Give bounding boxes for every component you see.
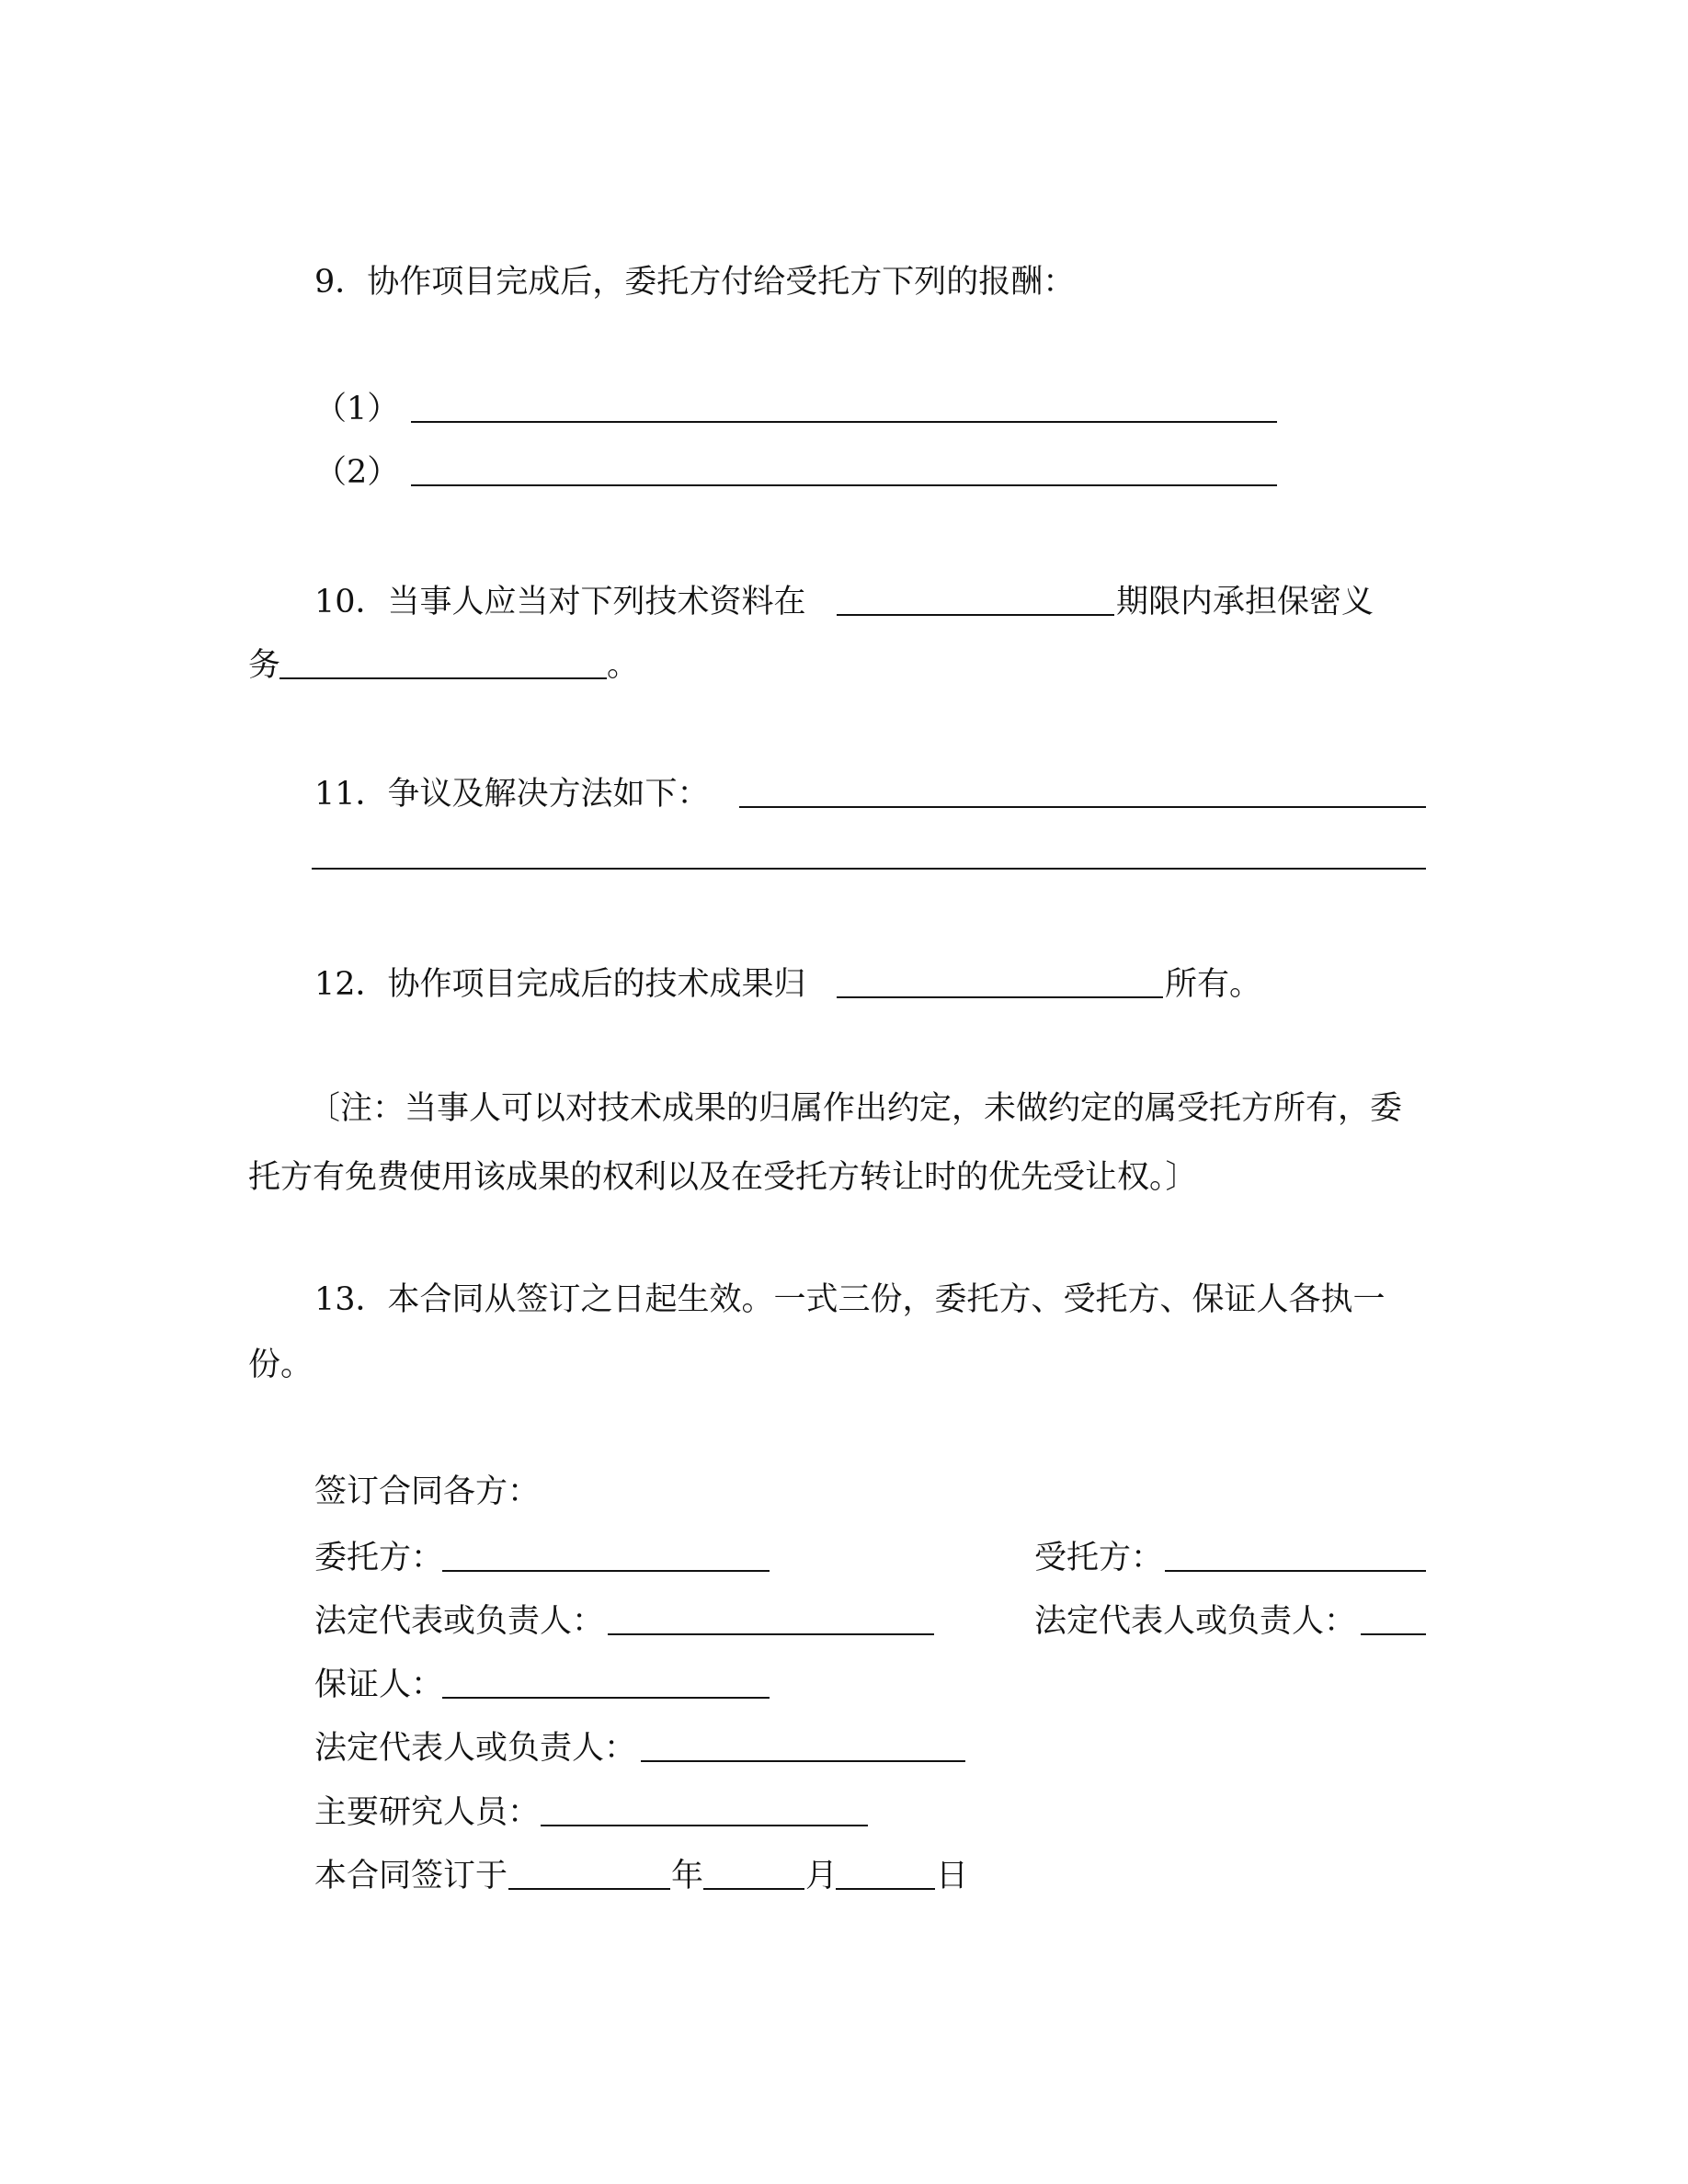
contractor-rep-label: 法定代表人或负责人： [1034,1603,1357,1640]
clause-9-item-2-blank[interactable] [411,484,1277,486]
researchers-blank[interactable] [541,1825,868,1826]
researchers-label: 主要研究人员： [314,1794,541,1831]
clause-10-text-cont: 期限内承担保密义 [1116,584,1374,620]
contractor-label: 受托方： [1034,1540,1164,1576]
clause-12-text: 12．协作项目完成后的技术成果归 [314,966,806,1003]
client-blank[interactable] [442,1570,770,1572]
date-prefix: 本合同签订于 [314,1858,508,1894]
clause-11-text: 11．争议及解决方法如下： [314,776,710,813]
client-rep-label: 法定代表或负责人： [314,1603,605,1640]
clause-13-line-2: 份。 [248,1347,314,1383]
clause-12-owner-blank[interactable] [837,996,1163,998]
year-blank[interactable] [508,1888,670,1890]
year-label: 年 [671,1858,704,1894]
day-blank[interactable] [836,1888,935,1890]
clause-10-text: 10．当事人应当对下列技术资料在 [314,584,806,620]
note-line-2: 托方有免费使用该成果的权利以及在受托方转让时的优先受让权。〕 [248,1159,1198,1196]
client-label: 委托方： [314,1540,444,1576]
clause-9-item-1-blank[interactable] [411,421,1277,423]
guarantor-rep-label: 法定代表人或负责人： [314,1730,637,1767]
clause-13-line-1: 13．本合同从签订之日起生效。一式三份，委托方、受托方、保证人各执一 [314,1281,1386,1318]
guarantor-blank[interactable] [442,1697,770,1699]
clause-10-period-blank[interactable] [837,614,1114,616]
guarantor-label: 保证人： [314,1666,444,1703]
month-label: 月 [805,1858,838,1894]
clause-12-end: 所有。 [1165,966,1262,1003]
contractor-blank[interactable] [1165,1570,1426,1572]
note-line-1: 〔注：当事人可以对技术成果的归属作出约定，未做约定的属受托方所有，委 [308,1090,1403,1127]
guarantor-rep-blank[interactable] [641,1760,965,1762]
clause-9: 9．协作项目完成后，委托方付给受托方下列的报酬： [314,264,1076,301]
clause-10-text-wrap: 务 [248,647,281,684]
day-label: 日 [936,1858,969,1894]
month-blank[interactable] [703,1888,804,1890]
client-rep-blank[interactable] [608,1633,934,1635]
clause-9-item-2-label: （2） [314,454,400,491]
clause-11-blank-2[interactable] [312,868,1426,870]
contractor-rep-blank[interactable] [1361,1633,1426,1635]
clause-10-end: 。 [607,647,640,684]
clause-9-item-1-label: （1） [314,391,400,427]
clause-10-duty-blank[interactable] [279,677,607,679]
clause-11-blank-1[interactable] [739,806,1426,808]
signatures-heading: 签订合同各方： [314,1473,541,1510]
